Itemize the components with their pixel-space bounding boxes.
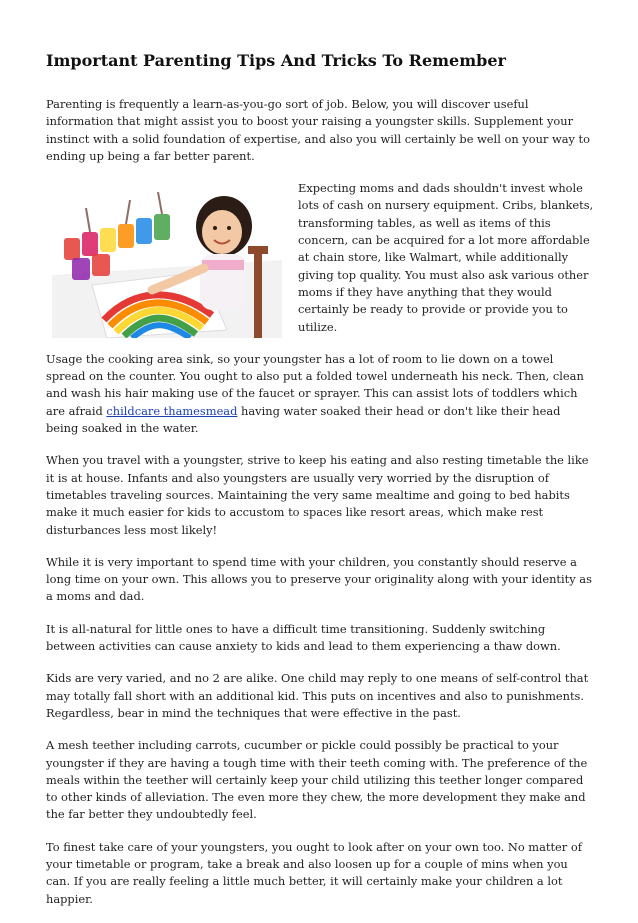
intro-paragraph: Parenting is frequently a learn-as-you-go sort of job. Below, you will discover useful information that might assist you to boost your raising a youngster skills. Supplement your instinct with a solid foundation of expertise, and also you will certainly be well on your way to ending up being a far better parent. — [46, 97, 590, 163]
article-title: Important Parenting Tips And Tricks To Remember — [46, 51, 506, 70]
article — [46, 50, 594, 923]
own-time-paragraph: While it is very important to spend time with your children, you constantly should reserve a long time on your own. This allows you to preserve your originality along with your identity as a moms and dad. — [46, 554, 592, 604]
nursery-paragraph: Expecting moms and dads shouldn't invest whole lots of cash on nursery equipment. Cribs, blankets, transforming tables, as well as items of this concern, can be acquired for a lot more affordable at chain store, like Walmart, while additionally giving top quality. You must also ask various other moms if they have anything that they would certainly be ready to provide or provide you to utilize. — [298, 181, 594, 334]
travel-paragraph: When you travel with a youngster, strive to keep his eating and also resting timetable the like it is at house. Infants and also youngsters are usually very worried by the disruption of timetables traveling sources. Maintaining the very same mealtime and going to bed habits make it much easier for kids to accustom to spaces like resort areas, which make rest disturbances less most likely! — [46, 453, 589, 537]
teether-paragraph: A mesh teether including carrots, cucumber or pickle could possibly be practical to your youngster if they are having a tough time with their teeth coming with. The preference of the meals within the teether will certainly keep your child utilizing this teether longer compared to other kinds of alleviation. The even more they chew, the more development they make and the far better they undoubtedly feel. — [46, 738, 588, 822]
image-text-block — [46, 180, 594, 452]
child-painting-illustration — [52, 180, 282, 338]
childcare-link[interactable]: childcare thamesmead — [106, 403, 238, 418]
child-painting-photo — [52, 180, 282, 338]
varied-kids-paragraph: Kids are very varied, and no 2 are alike. One child may reply to one means of self-control that may totally fall short with an additional kid. This puts on incentives and also to punishments. Regardless, bear in mind the techniques that were effective in the past. — [46, 671, 589, 720]
sink-text-before: Usage the cooking area sink, so your youngster has a lot of room to lie down on a towel spread on the counter. You ought to also put a folded towel underneath his neck. Then, clean and wash his hair making use of the faucet or sprayer. This can assist lots of toddlers which are afraid — [46, 351, 584, 418]
sink-text-after: having water soaked their head or don't like their head being soaked in the water. — [46, 403, 561, 436]
self-care-paragraph: To finest take care of your youngsters, you ought to look after on your own too. No matter of your timetable or program, take a break and also loosen up for a couple of mins when you can. If you are really feeling a little much better, it will certainly make your children a lot happier. — [46, 839, 582, 906]
sink-paragraph — [46, 351, 594, 437]
transition-paragraph: It is all-natural for little ones to have a difficult time transitioning. Suddenly switching between activities can cause anxiety to kids and lead to them experiencing a thaw down. — [46, 621, 561, 654]
